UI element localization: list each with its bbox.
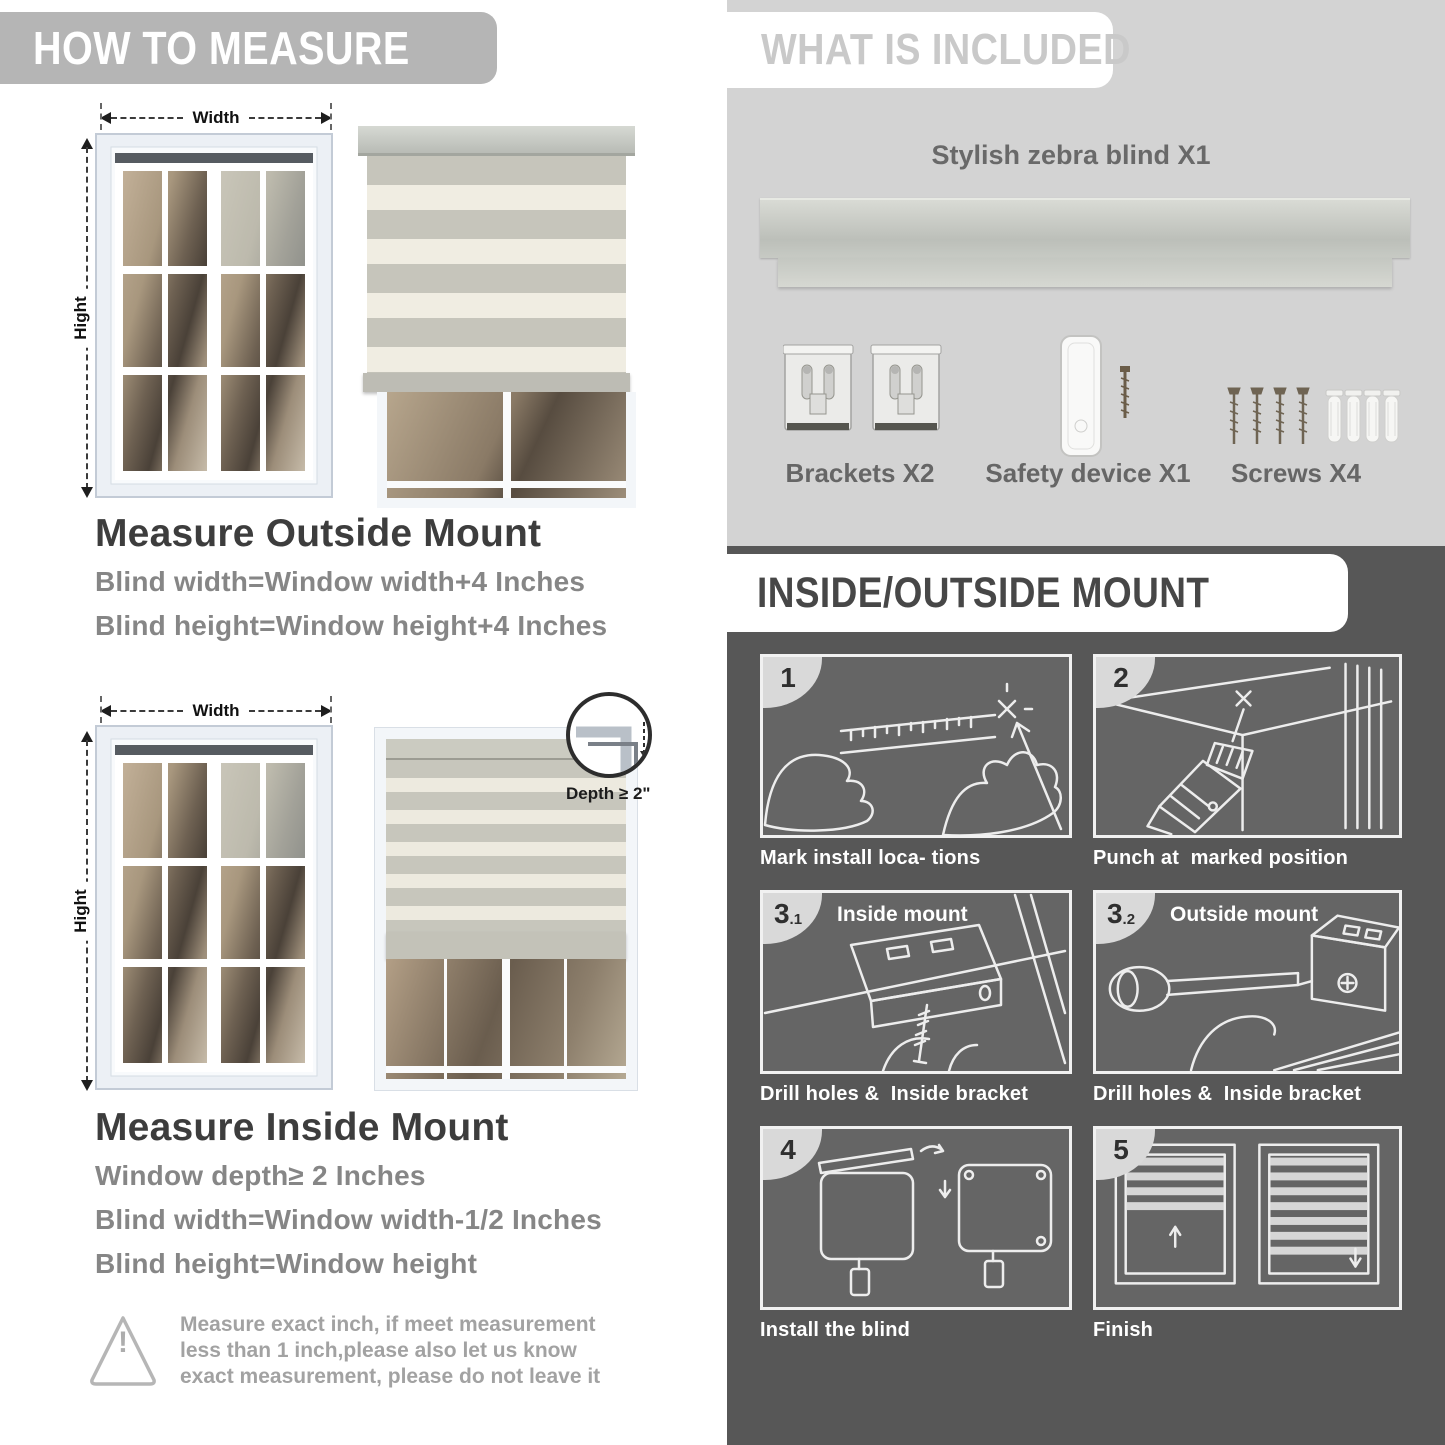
width-label: Width [192,108,240,127]
step-inline-title: Inside mount [837,903,968,926]
step-badge: 4 [762,1128,822,1180]
step-mark-locations [760,654,1072,870]
product-label: Stylish zebra blind X1 [931,140,1211,170]
width-arrow-outside [100,108,332,127]
outside-rule-width: Blind width=Window width+4 Inches [95,566,586,597]
inside-rule-depth: Window depth≥ 2 Inches [95,1160,426,1191]
width-label: Width [192,701,240,720]
step-inline-title: Outside mount [1170,903,1319,926]
window-photo-inside [95,725,333,1090]
what-is-included-panel [727,0,1445,546]
outside-mount-title: Measure Outside Mount [95,512,542,555]
window-under-blind [377,392,636,508]
step-caption: Mark install loca- tions [760,847,981,869]
what-is-included-header [727,12,1131,88]
step-install-blind [760,1126,1072,1342]
step-frame [1093,1126,1402,1310]
exclamation-glyph: ! [118,1326,128,1359]
step-outside-bracket [1093,890,1402,1106]
depth-callout: Depth ≥ 2" [566,784,651,803]
step-caption: Install the blind [760,1319,911,1341]
step-finish [1093,1126,1402,1342]
blind-headrail [358,126,635,156]
step-badge: 5 [1095,1128,1155,1180]
mount-instructions-panel [727,546,1445,1445]
screws-label: Screws X4 [1230,458,1362,488]
inside-rule-width: Blind width=Window width-1/2 Inches [95,1204,602,1235]
step-frame [1093,654,1402,838]
step-frame [760,654,1072,838]
width-arrow-inside [100,701,332,720]
headrail-lip [778,258,1392,287]
step-badge: 3 .2 [1095,892,1155,944]
step-frame [760,1126,1072,1310]
step-caption: Drill holes & Inside bracket [760,1083,1029,1105]
zebra-blind-outside-illustration [358,126,635,498]
step-caption: Finish [1093,1319,1154,1341]
how-to-measure-header [0,12,497,84]
how-to-measure-title: HOW TO MEASURE [33,22,410,74]
mount-title: INSIDE/OUTSIDE MOUNT [757,568,1210,617]
outside-rule-height: Blind height=Window height+4 Inches [95,610,608,641]
step-frame [760,890,1072,1074]
blind-stripes [367,156,626,373]
blind-bottom-rail [363,373,630,392]
arrow-down-icon [81,487,93,498]
measurement-note [88,1312,658,1390]
inside-rule-height: Blind height=Window height [95,1248,478,1279]
window-glass [386,959,626,1079]
height-label: Hight [71,288,91,347]
zebra-blind-inside-illustration [375,728,637,1090]
depth-magnifier-icon [566,692,652,778]
mount-steps-grid [760,654,1412,1342]
arrow-down-icon [81,1080,93,1091]
note-text: Measure exact inch, if meet measurement less than 1 inch,please also let us know exact measurement, please do not leave it [180,1313,601,1388]
step-caption: Drill holes & Inside bracket [1093,1083,1362,1105]
safety-device-label: Safety device X1 [985,458,1191,488]
step-punch-position [1093,654,1402,870]
window-photo-outside [95,133,333,498]
inside-mount-title: Measure Inside Mount [95,1106,509,1149]
height-label: Hight [71,881,91,940]
safety-device-icon [1059,334,1155,460]
brackets-icon [783,338,943,440]
mount-header [727,554,1348,632]
step-caption: Punch at marked position [1093,847,1349,869]
warning-triangle-icon [88,1312,158,1388]
what-is-included-title: WHAT IS INCLUDED [761,25,1131,74]
step-inside-bracket [760,890,1072,1106]
step-badge: 3 .1 [762,892,822,944]
blind-rolled-band [386,932,626,959]
step-frame [1093,890,1402,1074]
headrail-product-image [760,198,1410,258]
step-badge: 2 [1095,656,1155,708]
screws-icon [1224,382,1402,456]
brackets-label: Brackets X2 [785,458,935,488]
step-badge: 1 [762,656,822,708]
